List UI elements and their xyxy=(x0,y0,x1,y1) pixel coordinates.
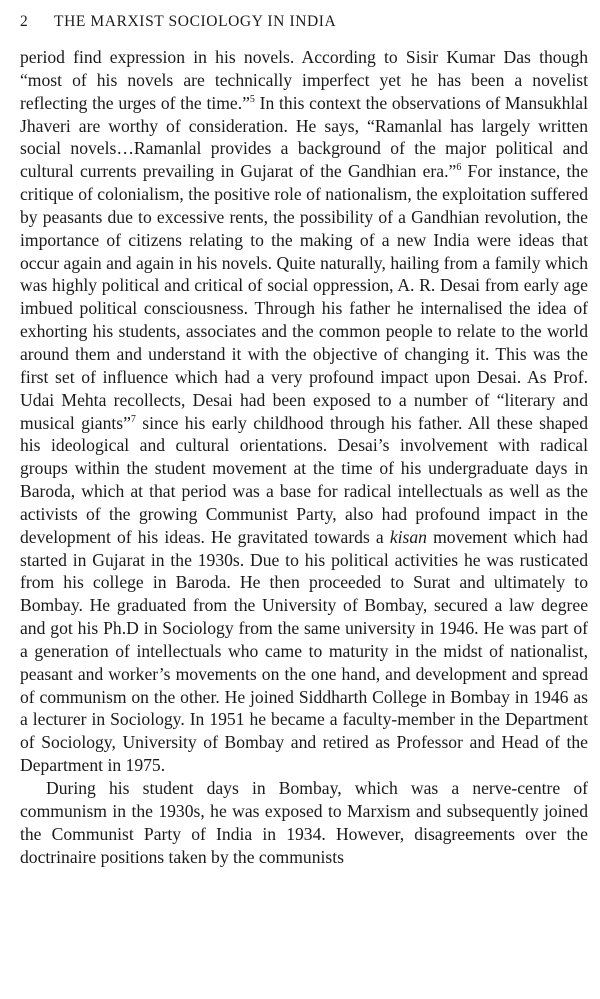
book-page xyxy=(20,10,588,868)
italic-term: kisan xyxy=(389,526,427,547)
page-number: 2 xyxy=(20,13,29,30)
running-title: THE MARXIST SOCIOLOGY IN INDIA xyxy=(54,13,337,30)
text-run: movement which had started in Gujarat in the 1930s. Due to his political activities he was rusticated from his college in Baroda. He then proceeded to Surat and ultimately to Bombay. He graduated from the University of Bombay, secured a law degree and got his Ph.D in Sociology from the same university in 1946. He was part of a generation of intellectuals who came to maturity in the midst of nationalist, peasant and worker’s movements on the one hand, and development and spread of communism on the other. He joined Siddharth College in Bombay in 1946 as a lecturer in Sociology. In 1951 he became a faculty-member in the Department of Sociology, University of Bombay and retired as Professor and Head of the Department in 1975. xyxy=(20,526,588,776)
body-text xyxy=(20,46,588,868)
paragraph xyxy=(20,46,588,777)
running-header xyxy=(20,10,588,34)
footnote-ref: 7 xyxy=(130,413,136,425)
text-run: For instance, the critique of colonialism, the positive role of nationalism, the exploitation suffered by peasants due to excessive rents, the possibility of a Gandhian revolution, the importance of citizens relating to the making of a new India were ideas that occur again and again in his novels. Quite naturally, hailing from a family which was highly political and critical of social oppression, A. R. Desai from early age imbued political consciousness. Through his father he internalised the idea of exhorting his students, associates and the common people to relate to the world around them and understand it with the objective of changing it. This was the first set of influence which had a very profound impact upon Desai. As Prof. Udai Mehta recollects, Desai had been exposed to a number of “literary and musical giants” xyxy=(20,161,589,433)
text-run: In this context the observations of Mansukhlal Jhaveri are worthy of consideration. He says, “Ramanlal has largely written social novels…Ramanlal provides a background of the major political and cultural currents prevailing in Gujarat of the Gandhian era.” xyxy=(20,92,588,182)
text-run: During his student days in Bombay, which was a nerve-centre of communism in the 1930s, he was exposed to Marxism and subsequently joined the Communist Party of India in 1934. However, disagreements over the doctrinaire positions taken by the communists xyxy=(20,778,588,867)
paragraph xyxy=(20,777,588,868)
footnote-ref: 6 xyxy=(456,162,462,174)
text-run: period find expression in his novels. According to Sisir Kumar Das though “most of his novels are technically imperfect yet he has been a novelist reflecting the urges of the time.” xyxy=(20,47,588,113)
footnote-ref: 5 xyxy=(249,93,255,105)
text-run: since his early childhood through his father. All these shaped his ideological and cultural orientations. Desai’s involvement with radical groups within the student movement at the time of his undergraduate days in Baroda, which at that period was a base for radical intellectuals as well as the activists of the growing Communist Party, also had profound impact in the development of his ideas. He gravitated towards a xyxy=(20,412,588,547)
